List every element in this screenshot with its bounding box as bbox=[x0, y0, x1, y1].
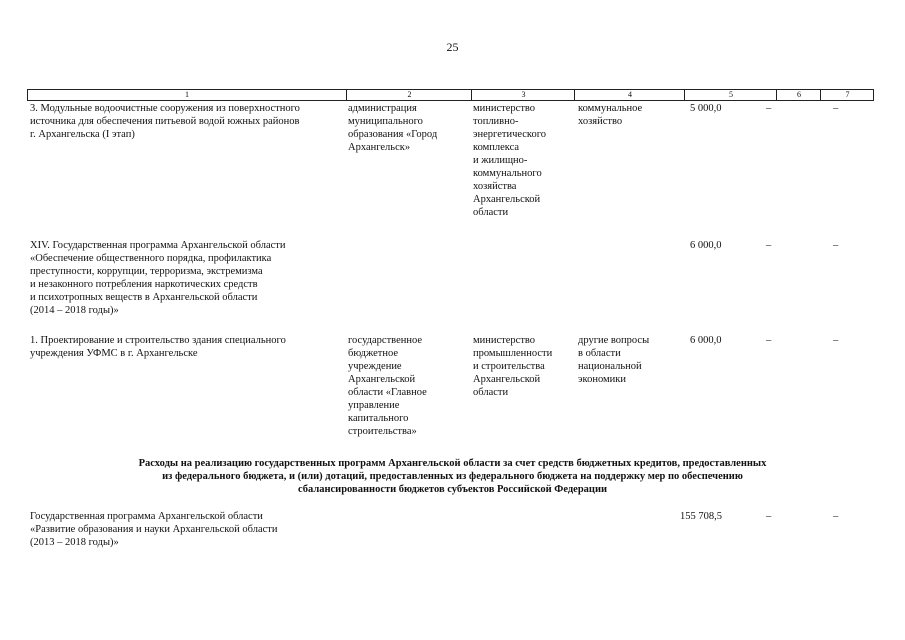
row1-amount: 5 000,0 bbox=[690, 103, 722, 114]
page-number: 25 bbox=[446, 40, 459, 54]
header-col-1: 1 bbox=[185, 90, 189, 99]
row1-col7: – bbox=[833, 103, 839, 114]
header-col-3: 3 bbox=[471, 90, 575, 100]
header-col-5: 5 bbox=[684, 90, 777, 100]
final-row-col6: – bbox=[766, 511, 772, 522]
row2-col7: – bbox=[833, 240, 839, 251]
row3-section: другие вопросы в области национальной экономики bbox=[578, 335, 650, 385]
row2-amount: 6 000,0 bbox=[690, 240, 722, 251]
row1-section: коммунальное хозяйство bbox=[578, 103, 643, 127]
row3-ministry: министерство промышленности и строительства Архангельской области bbox=[473, 335, 553, 398]
final-row-amount: 155 708,5 bbox=[680, 511, 722, 522]
table-header bbox=[27, 89, 874, 101]
row3-col7: – bbox=[833, 335, 839, 346]
row1-col6: – bbox=[766, 103, 772, 114]
row2-name: XIV. Государственная программа Архангельской области «Обеспечение общественного порядка, профилактика преступности, коррупции, терроризма, экстремизма и незаконного потребления наркотических средств и психотропных веществ в Архангельской области (2014 – 2018 годы)» bbox=[30, 240, 286, 316]
row1-recipient: администрация муниципального образования «Город Архангельск» bbox=[348, 103, 438, 153]
final-row-name: Государственная программа Архангельской области «Развитие образования и науки Архангельской области (2013 – 2018 годы)» bbox=[30, 511, 278, 548]
final-row-col7: – bbox=[833, 511, 839, 522]
row1-name: 3. Модульные водоочистные сооружения из поверхностного источника для обеспечения питьевой водой южных районов г. Архангельска (I этап) bbox=[30, 103, 300, 140]
row1-ministry: министерство топливно- энергетического комплекса и жилищно- коммунального хозяйства Архангельской области bbox=[473, 103, 547, 218]
header-col-6: 6 bbox=[776, 90, 821, 100]
row2-col6: – bbox=[766, 240, 772, 251]
section-title: Расходы на реализацию государственных программ Архангельской области за счет средств бюджетных кредитов, предоставленных из федерального бюджета, и (или) дотаций, предоставленных из федерального бюджета на поддержку мер по обеспечению сбалансированности бюджетов субъектов Российской Федерации bbox=[138, 458, 767, 495]
row3-name: 1. Проектирование и строительство здания специального учреждения УФМС в г. Архангельске bbox=[30, 335, 286, 359]
header-col-2: 2 bbox=[346, 90, 472, 100]
row3-recipient: государственное бюджетное учреждение Архангельской области «Главное управление капитального строительства» bbox=[348, 335, 427, 437]
row3-amount: 6 000,0 bbox=[690, 335, 722, 346]
header-col-4: 4 bbox=[574, 90, 685, 100]
row3-col6: – bbox=[766, 335, 772, 346]
header-col-7: 7 bbox=[820, 90, 874, 100]
